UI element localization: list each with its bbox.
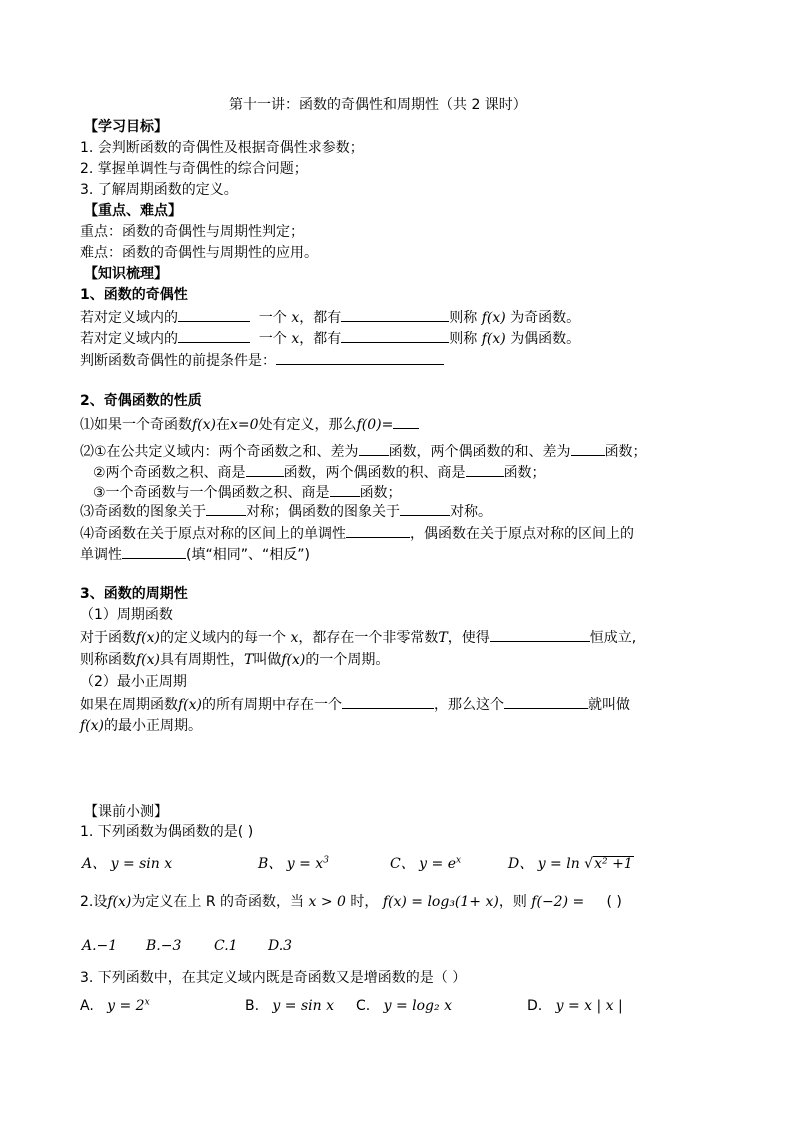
text: ，都存在一个非零常数 bbox=[298, 630, 439, 646]
text: 如果在周期函数 bbox=[80, 697, 178, 713]
text: 处有定义，那么 bbox=[258, 417, 357, 433]
premise-line bbox=[80, 350, 444, 370]
math-exponent: x bbox=[144, 997, 150, 1008]
period-line-4 bbox=[80, 717, 202, 735]
goal-item: 2. 掌握单调性与奇偶性的综合问题； bbox=[80, 161, 308, 177]
text: 具有周期性， bbox=[160, 652, 245, 668]
math-fx: f(x) bbox=[80, 718, 105, 734]
property-line-5 bbox=[80, 501, 492, 521]
even-definition-line bbox=[80, 328, 580, 348]
option-label: B. bbox=[245, 998, 260, 1014]
text: ⑴如果一个奇函数 bbox=[80, 417, 192, 433]
key-point-text: 重点：函数的奇偶性与周期性判定； bbox=[80, 224, 304, 240]
fill-blank bbox=[122, 544, 186, 559]
math-x: x bbox=[290, 630, 299, 646]
text: 则称 bbox=[449, 310, 478, 326]
math-expr: x > 0 bbox=[308, 894, 346, 910]
keypoints-heading: 【重点、难点】 bbox=[84, 203, 182, 219]
math-T: T bbox=[438, 630, 448, 646]
text: 一个 bbox=[258, 310, 287, 326]
pretest-heading: 【课前小测】 bbox=[84, 804, 168, 820]
text: 2.设 bbox=[80, 894, 108, 910]
q1-option-b bbox=[258, 855, 329, 873]
text: 判断函数奇偶性的前提条件是： bbox=[80, 353, 276, 369]
difficulty-text: 难点：函数的奇偶性与周期性的应用。 bbox=[80, 245, 318, 261]
text: ⑶奇函数的图象关于 bbox=[80, 504, 206, 520]
property-line-6 bbox=[80, 523, 634, 543]
text: 为奇函数。 bbox=[510, 310, 581, 326]
fill-blank bbox=[359, 441, 389, 456]
option-label: D. bbox=[527, 998, 543, 1014]
math-f0: f(0)= bbox=[356, 417, 394, 433]
property-line-2 bbox=[80, 441, 647, 461]
math-expr: y = x | x | bbox=[555, 998, 623, 1014]
q3-option-a bbox=[80, 997, 150, 1015]
q3-option-c bbox=[356, 997, 452, 1015]
goals-heading: 【学习目标】 bbox=[84, 119, 168, 135]
q3-option-b bbox=[245, 997, 334, 1015]
q2-option-d: D.3 bbox=[268, 938, 293, 954]
fill-blank bbox=[178, 307, 250, 322]
fill-blank bbox=[341, 328, 449, 343]
section3-heading: 3、函数的周期性 bbox=[80, 586, 188, 602]
q1-option-c bbox=[390, 855, 461, 873]
period-line-3 bbox=[80, 694, 630, 714]
text: ，则 bbox=[498, 894, 527, 910]
option-label: C、 bbox=[390, 856, 415, 872]
fill-blank bbox=[504, 694, 588, 709]
option-label: D、 bbox=[508, 856, 534, 872]
fill-blank bbox=[342, 694, 434, 709]
min-period-subheading: （2）最小正周期 bbox=[80, 674, 187, 690]
text: (填“相同”、“相反”) bbox=[186, 547, 310, 563]
odd-definition-line bbox=[80, 307, 580, 327]
fill-blank bbox=[490, 627, 590, 642]
fill-blank bbox=[341, 307, 449, 322]
math-expr: y = e bbox=[419, 856, 456, 872]
text: 函数； bbox=[503, 465, 546, 481]
math-fx: f(x) bbox=[178, 697, 203, 713]
text: 若对定义域内的 bbox=[80, 331, 178, 347]
math-fx: f(x) bbox=[481, 331, 506, 347]
math-expr: y = ln bbox=[537, 856, 580, 872]
text: ③一个奇函数与一个偶函数之积、商是 bbox=[93, 485, 330, 501]
text: 为偶函数。 bbox=[510, 331, 581, 347]
fill-blank bbox=[400, 501, 450, 516]
math-fx: f(x) bbox=[481, 310, 506, 326]
text: 函数； bbox=[359, 485, 402, 501]
text: ，都有 bbox=[299, 331, 342, 347]
math-fx: f(x) bbox=[107, 894, 132, 910]
fill-blank bbox=[276, 350, 444, 365]
property-line-4 bbox=[93, 482, 402, 502]
text: 的一个周期。 bbox=[305, 652, 390, 668]
option-label: A、 bbox=[82, 856, 107, 872]
math-x: x bbox=[291, 310, 300, 326]
text: 对称。 bbox=[450, 504, 492, 520]
math-exponent: 3 bbox=[323, 855, 329, 866]
q3-stem: 3. 下列函数中，在其定义域内既是奇函数又是增函数的是（ ） bbox=[80, 970, 467, 986]
text: 函数； bbox=[604, 444, 647, 460]
text: 一个 bbox=[258, 331, 287, 347]
text: ，使得 bbox=[447, 630, 490, 646]
text: ，都有 bbox=[299, 310, 342, 326]
math-T: T bbox=[244, 652, 254, 668]
text: 对称；偶函数的图象关于 bbox=[246, 504, 400, 520]
page-title: 第十一讲：函数的奇偶性和周期性（共 2 课时） bbox=[229, 97, 527, 113]
math-fx: f(x) bbox=[136, 630, 161, 646]
text: 在 bbox=[216, 417, 231, 433]
text: ⑵①在公共定义域内：两个奇函数之和、差为 bbox=[80, 444, 359, 460]
math-expr: y = 2 bbox=[107, 998, 145, 1014]
period-line-1 bbox=[80, 627, 636, 647]
math-expr: f(x) = log₃(1+ x) bbox=[382, 894, 499, 910]
math-expr: y = log₂ x bbox=[383, 998, 452, 1014]
math-radicand: x² +1 bbox=[594, 856, 633, 872]
q3-option-d bbox=[527, 997, 623, 1015]
fill-blank bbox=[330, 482, 360, 497]
math-fx: f(x) bbox=[136, 652, 161, 668]
text: ②两个奇函数之积、商是 bbox=[93, 465, 246, 481]
text: ⑷奇函数在关于原点对称的区间上的单调性 bbox=[80, 526, 346, 542]
text: 函数，两个偶函数的积、商是 bbox=[283, 465, 466, 481]
text: ，那么这个 bbox=[434, 697, 505, 713]
option-label: A. bbox=[80, 998, 94, 1014]
fill-blank bbox=[346, 523, 410, 538]
math-fx: f(x) bbox=[281, 652, 306, 668]
property-line-7 bbox=[80, 544, 310, 564]
text: 对于函数 bbox=[80, 630, 136, 646]
goal-item: 1. 会判断函数的奇偶性及根据奇偶性求参数； bbox=[80, 140, 364, 156]
math-expr: y = sin x bbox=[272, 998, 334, 1014]
period-subheading: （1）周期函数 bbox=[80, 607, 173, 623]
section1-heading: 1、函数的奇偶性 bbox=[80, 287, 188, 303]
text: 恒成立, bbox=[589, 630, 637, 646]
text: 叫做 bbox=[253, 652, 282, 668]
q2-stem bbox=[80, 893, 622, 911]
fill-blank bbox=[393, 414, 419, 429]
math-expr: y = sin x bbox=[110, 856, 173, 872]
text: 就叫做 bbox=[588, 697, 631, 713]
property-line-1 bbox=[80, 414, 419, 434]
text: ，偶函数在关于原点对称的区间上的 bbox=[410, 526, 634, 542]
fill-blank bbox=[571, 441, 605, 456]
q2-option-a: A.−1 bbox=[82, 938, 118, 954]
option-label: C. bbox=[356, 998, 371, 1014]
text: 若对定义域内的 bbox=[80, 310, 178, 326]
math-exponent: x bbox=[456, 855, 462, 866]
goal-item: 3. 了解周期函数的定义。 bbox=[80, 182, 238, 198]
math-fx: f(x) bbox=[192, 417, 217, 433]
text: 则称函数 bbox=[80, 652, 136, 668]
text: 单调性 bbox=[80, 547, 122, 563]
text: 函数，两个偶函数的和、差为 bbox=[388, 444, 571, 460]
text: 的所有周期中存在一个 bbox=[202, 697, 343, 713]
text: 的定义域内的每一个 bbox=[160, 630, 287, 646]
text: 时， bbox=[350, 894, 379, 910]
fill-blank bbox=[246, 462, 284, 477]
text: 为定义在上 R 的奇函数，当 bbox=[131, 894, 305, 910]
text: 则称 bbox=[449, 331, 478, 347]
knowledge-heading: 【知识梳理】 bbox=[84, 266, 168, 282]
q1-stem: 1. 下列函数为偶函数的是( ) bbox=[80, 824, 254, 840]
math-x: x bbox=[291, 331, 300, 347]
math-x0: x=0 bbox=[230, 417, 259, 433]
text: 的最小正周期。 bbox=[104, 718, 203, 734]
property-line-3 bbox=[93, 462, 546, 482]
period-line-2 bbox=[80, 651, 389, 669]
fill-blank bbox=[466, 462, 504, 477]
q1-option-a bbox=[82, 855, 172, 873]
fill-blank bbox=[206, 501, 246, 516]
math-expr: y = x bbox=[286, 856, 324, 872]
q2-option-c: C.1 bbox=[214, 938, 238, 954]
text: ( ) bbox=[606, 894, 622, 910]
option-label: B、 bbox=[258, 856, 283, 872]
section2-heading: 2、奇偶函数的性质 bbox=[80, 393, 202, 409]
q2-option-b: B.−3 bbox=[146, 938, 182, 954]
q1-option-d: D、 y = ln √x² +1 bbox=[508, 856, 633, 872]
fill-blank bbox=[178, 328, 250, 343]
math-expr: f(−2) = bbox=[531, 894, 585, 910]
